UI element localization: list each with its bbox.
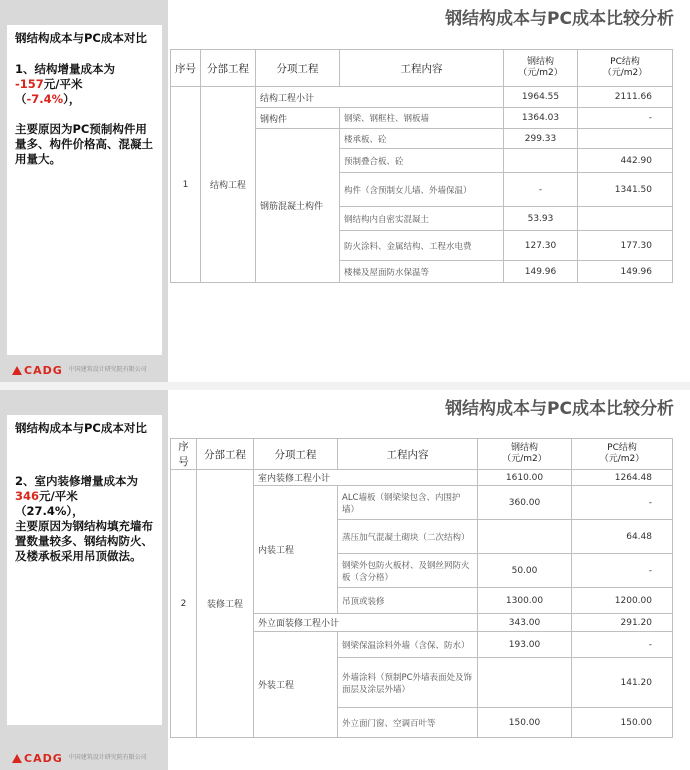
content-cell: 钢结构内自密实混凝土 [340,207,504,231]
content-cell: 吊顶或装修 [338,588,478,614]
pct-value: 27.4% [26,504,67,518]
steel-cell: 360.00 [478,486,572,520]
content-cell: 预制叠合板、砼 [340,149,504,173]
pc-cell [578,207,673,231]
pct-value: -7.4% [26,92,64,106]
table-header-row [171,439,673,470]
steel-cell: - [504,173,578,207]
pc-cell: - [572,554,673,588]
seq-cell: 2 [171,470,197,738]
steel-cell [478,658,572,708]
subtotal-label: 结构工程小计 [256,87,504,108]
summary-card [7,25,162,355]
header-pc-unit: （元/m2） [602,68,648,78]
header-steel-unit: （元/m2） [518,68,563,78]
logo-triangle-icon [12,754,22,763]
header-pc-unit: （元/m2） [599,454,645,464]
division-cell: 结构工程 [201,87,256,283]
point-value: 346 [15,489,40,503]
subtotal-pc: 291.20 [572,614,673,632]
header-pc-label: PC结构 [610,57,640,67]
pc-cell: 149.96 [578,261,673,283]
steel-cell: 150.00 [478,708,572,738]
pc-cell: 150.00 [572,708,673,738]
header-division: 分部工程 [201,50,256,87]
pct-open: （ [15,92,27,106]
steel-cell: 149.96 [504,261,578,283]
pc-cell: - [572,486,673,520]
summary-card [7,415,162,725]
seq-cell: 1 [171,87,201,283]
header-steel [478,439,572,470]
pc-cell [578,129,673,149]
sidebar [0,390,168,770]
header-item: 分项工程 [256,50,340,87]
content-cell: ALC墙板（钢梁梁包含、内围护墙） [338,486,478,520]
company-logo [12,364,147,376]
header-steel [504,50,578,87]
subtotal-label: 外立面装修工程小计 [254,614,478,632]
header-division: 分部工程 [197,439,254,470]
header-seq: 序号 [171,50,201,87]
header-pc [572,439,673,470]
logo-text: CADG [24,363,63,377]
content-cell: 防火涂料、金属结构、工程水电费 [340,231,504,261]
page-title: 钢结构成本与PC成本比较分析 [445,399,674,419]
slide-decoration-cost [0,390,690,770]
content-cell: 楼梯及屋面防水保温等 [340,261,504,283]
content-cell: 钢梁外包防火板材、及钢丝网防火板（含分格） [338,554,478,588]
table-row [171,87,673,108]
header-steel-label: 钢结构 [510,443,538,453]
pct-open: （ [15,504,27,518]
pc-cell: - [572,632,673,658]
reason-text: 主要原因为钢结构填充墙布置数量较多、钢结构防火、及楼承板采用吊顶做法。 [15,519,153,563]
subtotal-steel: 1610.00 [478,470,572,486]
steel-cell [478,520,572,554]
logo-subtitle: 中国建筑设计研究院有限公司 [68,366,147,373]
table-row [171,470,673,486]
division-cell: 装修工程 [197,470,254,738]
slide-structure-cost [0,0,690,382]
logo-subtitle: 中国建筑设计研究院有限公司 [68,754,147,761]
content-cell: 楼承板、砼 [340,129,504,149]
steel-cell [504,149,578,173]
pct-close: ）， [66,504,84,518]
point-value: -157 [15,77,44,91]
cost-table [170,438,673,738]
page-title: 钢结构成本与PC成本比较分析 [445,9,674,29]
item-cell: 内装工程 [254,486,338,614]
pc-cell: 442.90 [578,149,673,173]
logo-text: CADG [24,751,63,765]
header-item: 分项工程 [254,439,338,470]
card-heading: 钢结构成本与PC成本对比 [15,31,147,45]
content-cell: 构件（含预制女儿墙、外墙保温） [340,173,504,207]
subtotal-label: 室内装修工程小计 [254,470,478,486]
content-cell: 钢梁、钢框柱、钢板墙 [340,108,504,129]
steel-cell: 193.00 [478,632,572,658]
pc-cell: 1341.50 [578,173,673,207]
content-cell: 钢梁保温涂料外墙（含保、防水） [338,632,478,658]
steel-cell: 50.00 [478,554,572,588]
company-logo [12,752,147,764]
pc-cell: 1200.00 [572,588,673,614]
content-cell: 蒸压加气混凝土砌块（二次结构） [338,520,478,554]
steel-cell: 53.93 [504,207,578,231]
subtotal-pc: 1264.48 [572,470,673,486]
steel-cell: 127.30 [504,231,578,261]
header-pc-label: PC结构 [607,443,637,453]
subtotal-steel: 343.00 [478,614,572,632]
point-prefix: 2、室内装修增量成本为 [15,474,139,488]
point-unit: 元/平米 [43,77,83,91]
pc-cell: 177.30 [578,231,673,261]
subtotal-pc: 2111.66 [578,87,673,108]
point-prefix: 1、结构增量成本为 [15,62,116,76]
content-cell: 外立面门窗、空调百叶等 [338,708,478,738]
header-seq: 序号 [171,439,197,470]
pc-cell: 64.48 [572,520,673,554]
table-header-row [171,50,673,87]
sidebar [0,0,168,382]
header-steel-unit: （元/m2） [502,454,547,464]
content-cell: 外墙涂料（预制PC外墙表面处及饰面层及涂层外墙） [338,658,478,708]
point-unit: 元/平米 [39,489,78,503]
item-cell: 钢筋混凝土构件 [256,129,340,283]
reason-text: 主要原因为PC预制构件用量多、构件价格高、混凝土用量大。 [15,122,153,166]
steel-cell: 299.33 [504,129,578,149]
logo-triangle-icon [12,366,22,375]
header-steel-label: 钢结构 [526,57,554,67]
pc-cell: - [578,108,673,129]
steel-cell: 1300.00 [478,588,572,614]
subtotal-steel: 1964.55 [504,87,578,108]
pct-close: ）， [63,92,81,106]
cost-table [170,49,673,283]
header-content: 工程内容 [340,50,504,87]
item-cell: 外装工程 [254,632,338,738]
steel-cell: 1364.03 [504,108,578,129]
header-pc [578,50,673,87]
pc-cell: 141.20 [572,658,673,708]
header-content: 工程内容 [338,439,478,470]
item-cell: 钢构件 [256,108,340,129]
card-heading: 钢结构成本与PC成本对比 [15,421,147,435]
